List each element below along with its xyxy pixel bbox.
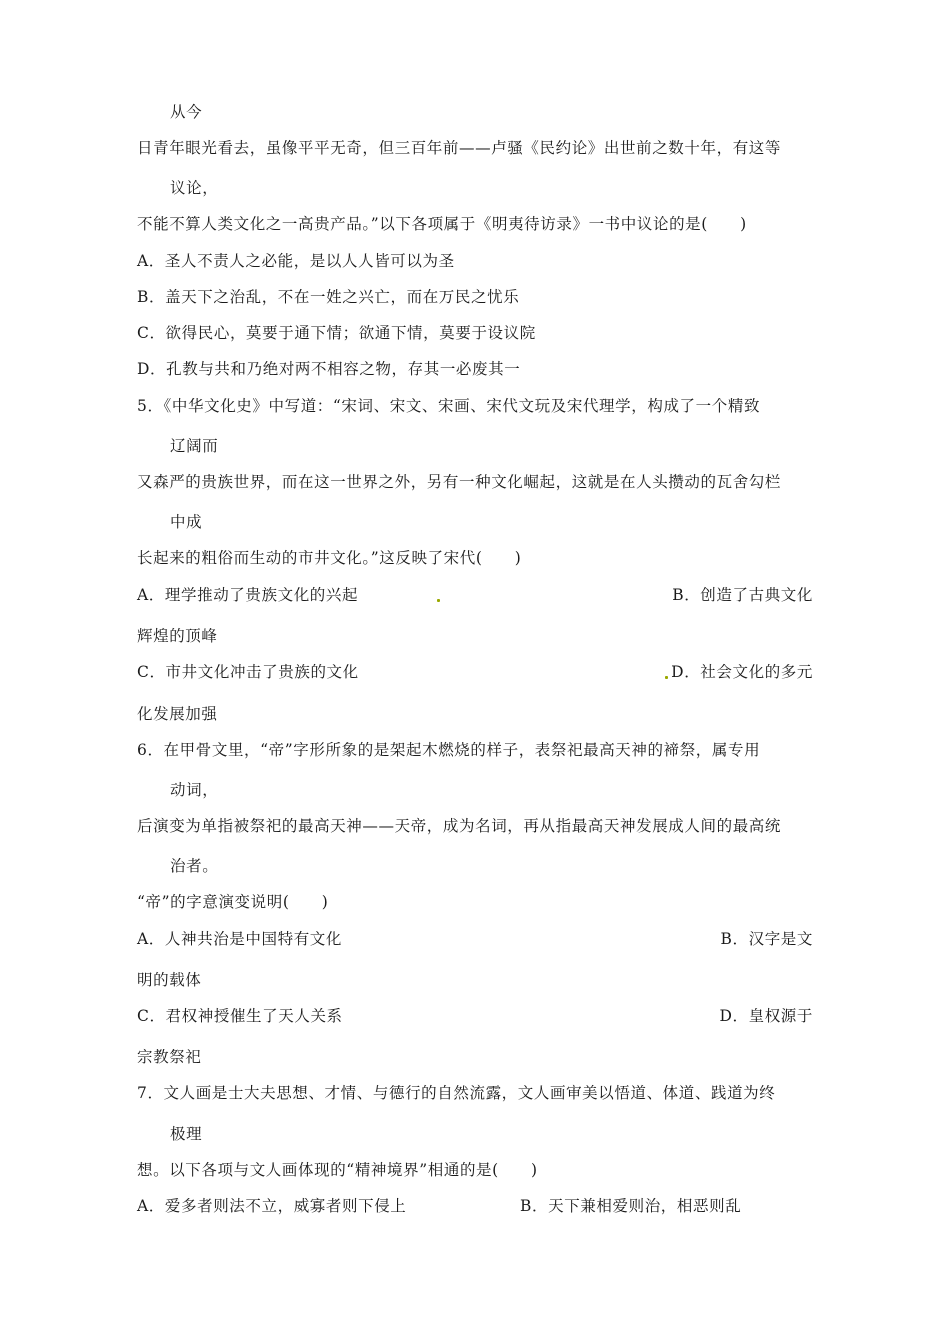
q6-option-c: C．君权神授催生了天人关系 <box>137 1007 343 1025</box>
q5-option-a: A．理学推动了贵族文化的兴起 <box>137 586 359 604</box>
stray-mark <box>665 676 668 679</box>
q6-option-b: B．汉字是文 <box>720 930 813 948</box>
q6-stem-line1: 6．在甲骨文里，“帝”字形所象的是架起木燃烧的样子，表祭祀最高天神的褅祭，属专用 <box>137 741 761 759</box>
stray-mark <box>437 599 440 602</box>
q7-stem-line2: 极理 <box>170 1125 203 1143</box>
q6-option-a: A．人神共治是中国特有文化 <box>137 930 342 948</box>
q7-stem-line1: 7．文人画是士大夫思想、才情、与德行的自然流露，文人画审美以悟道、体道、践道为终 <box>137 1084 776 1102</box>
q4-option-d: D．孔教与共和乃绝对两不相容之物，存其一必废其一 <box>137 360 521 378</box>
q5-stem-line1: 5．《中华文化史》中写道：“宋词、宋文、宋画、宋代文玩及宋代理学，构成了一个精致 <box>137 397 761 415</box>
q4-option-a: A．圣人不责人之必能，是以人人皆可以为圣 <box>137 252 455 270</box>
q6-stem-line4: 治者。 <box>170 857 219 875</box>
q6-stem-line3: 后演变为单指被祭祀的最高天神——天帝，成为名词，再从指最高天神发展成人间的最高统 <box>137 817 782 835</box>
q5-option-b: B．创造了古典文化 <box>672 586 813 604</box>
q5-option-c: C．市井文化冲击了贵族的文化 <box>137 663 359 681</box>
q4-option-c: C．欲得民心，莫要于通下情；欲通下情，莫要于设议院 <box>137 324 536 342</box>
q4-text-cont4: 不能不算人类文化之一高贵产品。”以下各项属于《明夷待访录》一书中议论的是( ) <box>137 215 747 233</box>
q6-option-d: D．皇权源于 <box>719 1007 813 1025</box>
q4-option-b: B．盖天下之治乱，不在一姓之兴亡，而在万民之忧乐 <box>137 288 520 306</box>
q6-stem-line5: “帝”的字意演变说明( ) <box>137 893 329 911</box>
q7-option-a: A．爱多者则法不立，威寡者则下侵上 <box>137 1197 407 1215</box>
q5-option-b-wrap: 辉煌的顶峰 <box>137 627 218 645</box>
q5-stem-line3: 又森严的贵族世界，而在这一世界之外，另有一种文化崛起，这就是在人头攒动的瓦舍勾栏 <box>137 473 782 491</box>
q5-option-d: D．社会文化的多元 <box>671 663 813 681</box>
q5-stem-line2: 辽阔而 <box>170 437 219 455</box>
q4-text-cont1: 从今 <box>170 103 203 121</box>
q4-text-cont3: 议论， <box>170 179 219 197</box>
q7-stem-line3: 想。以下各项与文人画体现的“精神境界”相通的是( ) <box>137 1161 538 1179</box>
q6-stem-line2: 动词， <box>170 781 219 799</box>
q4-text-cont2: 日青年眼光看去，虽像平平无奇，但三百年前——卢骚《民约论》出世前之数十年，有这等 <box>137 139 782 157</box>
q5-option-d-wrap: 化发展加强 <box>137 705 218 723</box>
q5-stem-line5: 长起来的粗俗而生动的市井文化。”这反映了宋代( ) <box>137 549 522 567</box>
q7-option-b: B．天下兼相爱则治，相恶则乱 <box>520 1197 742 1215</box>
q6-option-b-wrap: 明的载体 <box>137 971 202 989</box>
q6-option-d-wrap: 宗教祭祀 <box>137 1048 202 1066</box>
q5-stem-line4: 中成 <box>170 513 203 531</box>
